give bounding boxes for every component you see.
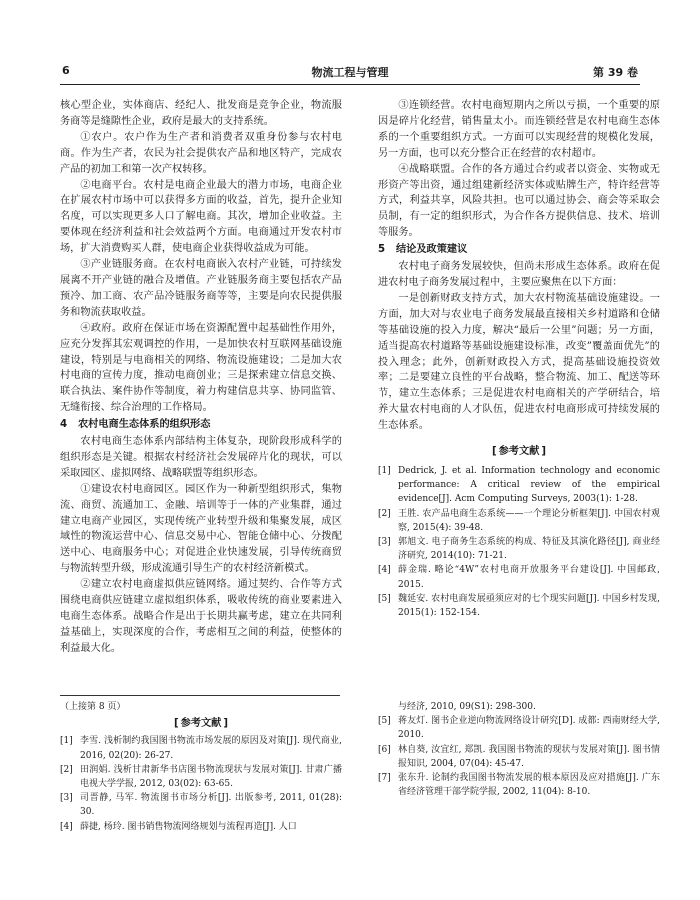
reference-item xyxy=(378,743,660,771)
references-title: 参考文献 xyxy=(180,718,222,730)
reference-number: [1] xyxy=(60,736,73,747)
section-divider xyxy=(60,695,340,696)
journal-title: 物流工程与管理 xyxy=(311,66,389,79)
reference-item xyxy=(378,535,660,563)
paragraph: 核心型企业，实体商店、经纪人、批发商是竞争企业，物流服务商等是缝隙性企业，政府是最大的支持系统。 xyxy=(60,100,342,127)
reference-item xyxy=(60,763,342,791)
reference-item xyxy=(60,791,342,819)
reference-item xyxy=(378,592,660,620)
continued-note: （上接第 8 页） xyxy=(60,702,126,712)
paragraph: ④战略联盟。合作的各方通过合约或者以资金、实物或无形资产等出资，通过组建新经济实体或贴牌生产，特许经营等方式，利益共享，风险共担。也可以通过协会、商会等采取会员制，有一定的组织形式，为合作各方提供信息、技术、培训等服务。 xyxy=(378,163,660,239)
volume-label: 第 39 卷 xyxy=(593,66,638,79)
paragraph: ④政府。政府在保证市场在资源配置中起基础性作用外，应充分发挥其宏观调控的作用，一是加快农村互联网基础设施建设，特别是与电商相关的网络、物流设施建设；二是加大农村电商的宣传力度，推动电商创业；三是探索建立信息交换、联合执法、案件协作等制度，着力构建信息共享、协同监管、无缝衔接、综合治理的工作格局。 xyxy=(60,322,342,414)
paragraph: ②建立农村电商虚拟供应链网络。通过契约、合作等方式围绕电商供应链建立虚拟组织体系，吸收传统的商业要素进入电商生态体系。战略合作是出于长期共赢考虑，建立在共同利益基础上，实现深度的合作，考虑相互之间的利益，使整体的利益最大化。 xyxy=(60,579,342,654)
reference-text: 郭旭文. 电子商务生态系统的构成、特征及其演化路径[J], 商业经济研究, 2014(10): 71-21. xyxy=(398,536,660,562)
paragraph: ①建设农村电商园区。园区作为一种新型组织形式，集物流、商贸、流通加工、金融、培训等于一体的产业集群，通过建立电商产业园区，实现传统产业转型升级和集聚发展，成区域性的物流运营中心、信息交易中心、智能仓储中心、分拨配送中心、电商服务中心；对促进企业快速发展，引导传统商贸与物流转型升级，形成流通引导生产的农村经济新模式。 xyxy=(60,483,342,575)
reference-continuation: 与经济, 2010, 09(S1): 298-300. xyxy=(398,702,536,712)
reference-number: [4] xyxy=(378,565,391,576)
reference-text: 薛捷, 杨玲. 图书销售物流网络规划与流程再造[J]. 人口 xyxy=(80,821,297,832)
reference-item xyxy=(378,507,660,535)
reference-text: 蒋友灯. 图书企业逆向物流网络设计研究[D]. 成都: 西南财经大学, 2010. xyxy=(398,716,660,741)
reference-number: [5] xyxy=(378,593,391,604)
reference-number: [2] xyxy=(60,764,73,775)
reference-text: 李雪. 浅析制约我国图书物流市场发展的原因及对策[J]. 现代商业, 2016, 02(20): 26-27. xyxy=(80,736,342,761)
reference-text: 薛金瑞. 略论“4W”农村电商开放服务平台建设[J]. 中国邮政, 2015. xyxy=(398,565,660,590)
reference-item xyxy=(60,734,342,762)
paragraph: ①农户。农户作为生产者和消费者双重身份参与农村电商。作为生产者，农民为社会提供农产品和地区特产，完成农产品的初加工和第一次产权转移。 xyxy=(60,131,342,175)
reference-number: [6] xyxy=(378,744,391,755)
references-heading: [ 参考文献 ] xyxy=(173,718,229,730)
reference-item xyxy=(60,820,342,834)
reference-number: [7] xyxy=(378,773,391,784)
paragraph: 农村电商生态体系内部结构主体复杂，现阶段形成科学的组织形态是关键。根据农村经济社会发展碎片化的现状，可以采取园区、虚拟网络、战略联盟等组织形态。 xyxy=(60,436,342,479)
left-column xyxy=(60,98,342,657)
reference-text: 张东升. 论制约我国图书物流发展的根本原因及应对措施[J]. 广东省经济管理干部学院学报, 2002, 11(04): 8-10. xyxy=(398,773,660,798)
reference-list xyxy=(378,464,660,620)
reference-item xyxy=(378,771,660,799)
reference-text: Dedrick, J. et al. Information technology and economic performance: A critical review of the empirical evidence[J]. Acm Computing Surveys, 2003(1): 1-28. xyxy=(398,465,660,505)
reference-item xyxy=(378,464,660,507)
reference-text: 王胜. 农产品电商生态系统——一个理论分析框架[J]. 中国农村观察, 2015(4): 39-48. xyxy=(398,508,660,533)
section-number: 4 xyxy=(60,419,68,431)
reference-text: 司晋静, 马军. 物流图书市场分析[J]. 出版参考, 2011, 01(28): 30. xyxy=(80,793,342,818)
reference-number: [1] xyxy=(378,465,391,476)
reference-number: [3] xyxy=(378,536,391,547)
right-column xyxy=(378,98,660,620)
paragraph: ③产业链服务商。在农村电商嵌入农村产业链，可持续发展离不开产业链的融合及增值。产业链服务商主要包括农产品预冷、加工商、农产品冷链服务商等等，主要是向农民提供服务和物流获取收益。 xyxy=(60,259,342,318)
section-title: 农村电商生态体系的组织形态 xyxy=(78,419,211,431)
continued-references-left xyxy=(60,700,342,834)
paragraph: ②电商平台。农村是电商企业最大的潜力市场，电商企业在扩展农村市场中可以获得多方面的收益，首先，提升企业知名度，可以实现更多人口了解电商。其次，增加企业收益。主要体现在经济利益和社会效益两个方面。电商通过开发农村市场，扩大消费购买人群，使电商企业获得收益成为可能。 xyxy=(60,179,342,255)
reference-text: 田润娟. 浅析甘肃新华书店图书物流现状与发展对策[J]. 甘肃广播电视大学学报, 2012, 03(02): 63-65. xyxy=(80,764,342,790)
section-heading xyxy=(60,417,342,433)
paragraph: ③连锁经营。农村电商短期内之所以亏损，一个重要的原因是碎片化经营，销售量太小。而连锁经营是农村电商生态体系的一个重要组织方式。一方面可以实现经营的规模化发展，另一方面，也可以充分整合正在经营的农村超市。 xyxy=(378,100,660,159)
reference-item xyxy=(378,714,660,742)
paragraph: 一是创新财政支持方式，加大农村物流基础设施建设。一方面，加大对与农业电子商务发展最直接相关乡村道路和仓储等基础设施的投入力度，解决“最后一公里”问题；另一方面，适当提高农村道路等基础设施建设标准，改变”覆盖面优先”的投入理念；此外，创新财政投入方式，提高基础设施投资效率；二是要建立良性的平台战略，整合物流、加工、配送等环节，建立生态体系；三是促进农村电商相关的产学研结合，培养大量农村电商的人才队伍，促进农村电商形成可持续发展的生态体系。 xyxy=(378,292,660,432)
reference-number: [5] xyxy=(378,716,391,727)
continued-references-right xyxy=(378,700,660,799)
paragraph: 农村电子商务发展较快，但尚未形成生态体系。政府在促进农村电子商务发展过程中，主要应聚焦在以下方面： xyxy=(378,261,660,288)
page-header xyxy=(60,64,640,85)
reference-number: [3] xyxy=(60,793,73,804)
reference-text: 魏延安. 农村电商发展亟须应对的七个现实问题[J]. 中国乡村发现, 2015(1): 152-154. xyxy=(398,593,660,618)
reference-number: [4] xyxy=(60,821,73,832)
page-number: 6 xyxy=(62,64,70,77)
reference-text: 林自葵, 汝宜红, 郑凯. 我国图书物流的现状与发展对策[J]. 图书情报知识, 2004, 07(04): 45-47. xyxy=(398,744,660,769)
reference-item xyxy=(378,563,660,591)
references-title: 参考文献 xyxy=(498,446,540,458)
reference-number: [2] xyxy=(378,508,391,519)
section-title: 结论及政策建议 xyxy=(396,244,468,256)
section-number: 5 xyxy=(378,244,386,256)
section-heading xyxy=(378,242,660,258)
references-heading: [ 参考文献 ] xyxy=(491,446,547,458)
